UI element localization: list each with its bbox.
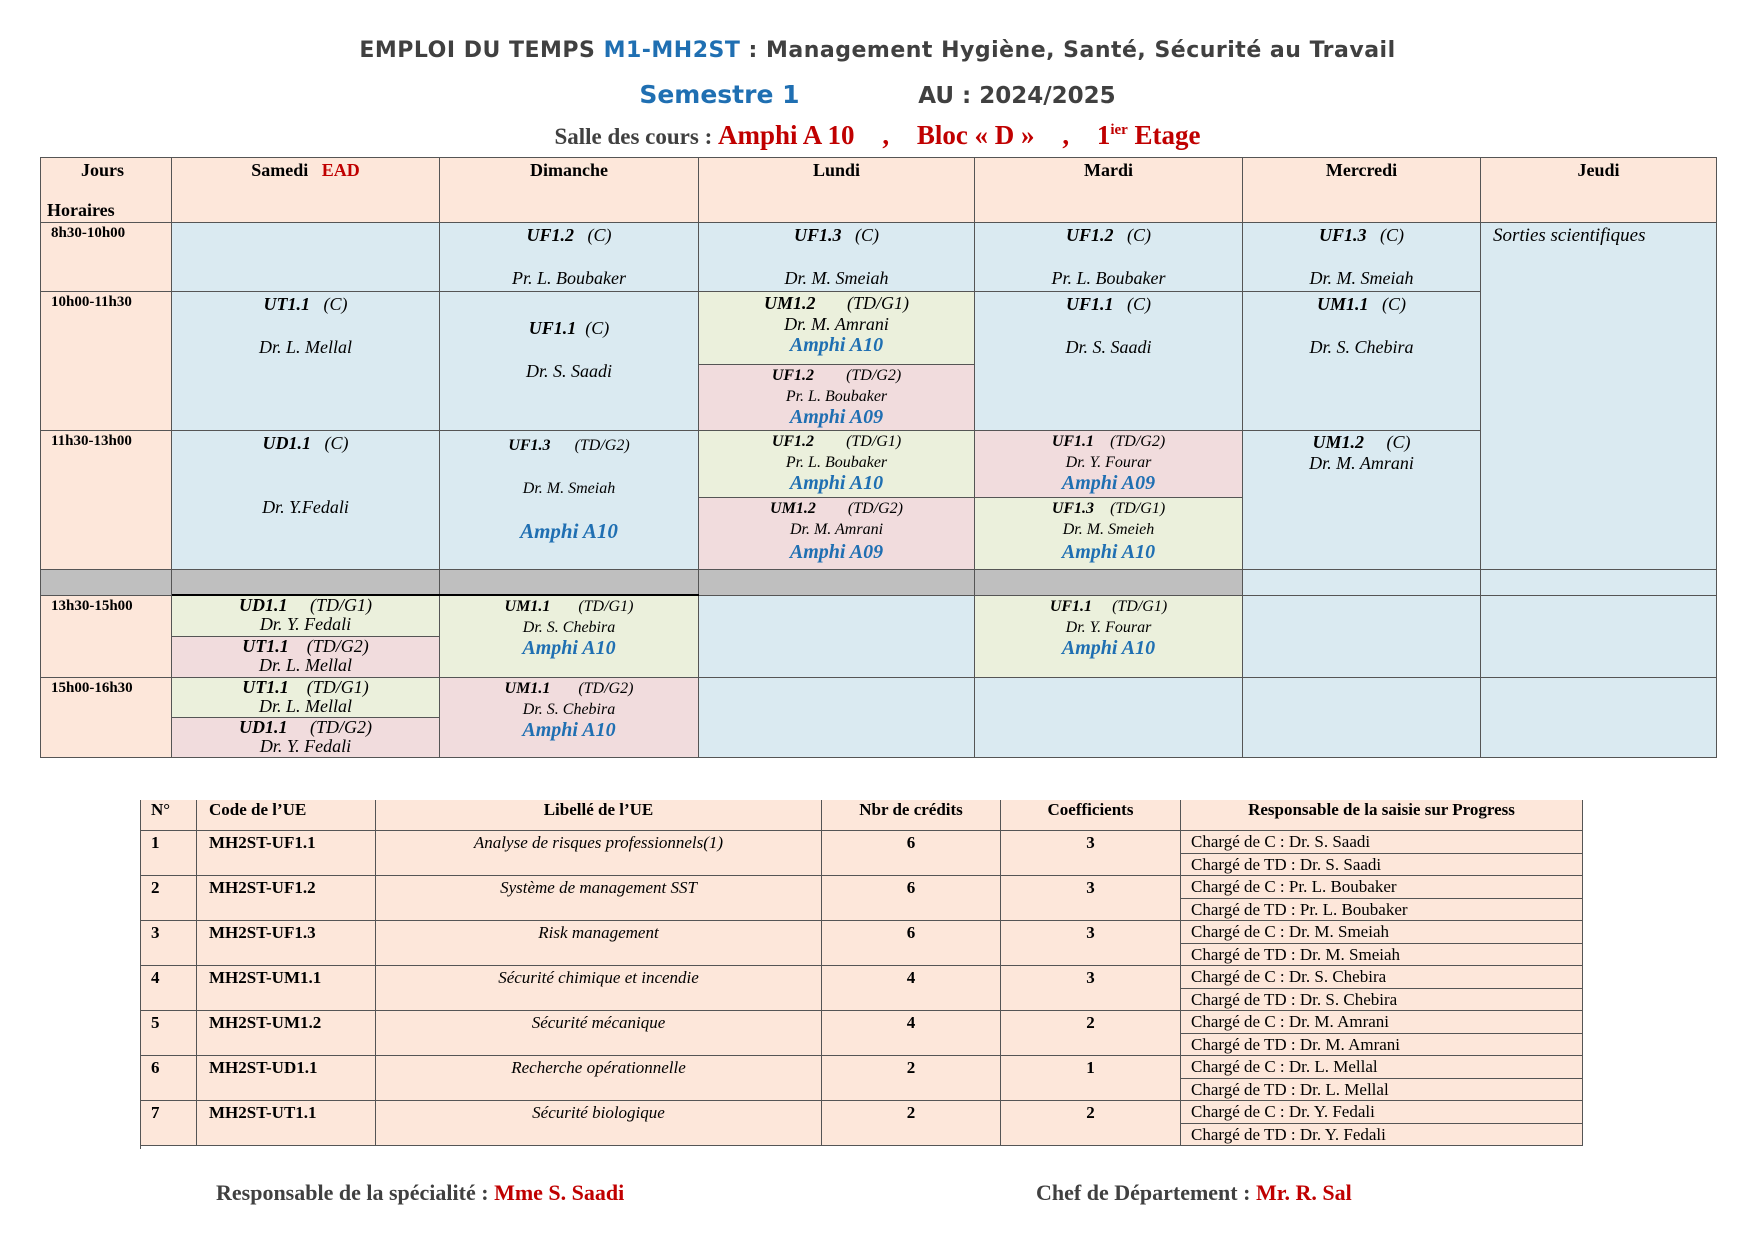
day-dimanche: Dimanche [440, 157, 699, 223]
ue-header-label: Libellé de l’UE [376, 800, 822, 831]
ue-row-code: MH2ST-UF1.3 [197, 921, 376, 966]
semester: Semestre 1 [639, 80, 800, 109]
floor-num: 1 [1096, 120, 1111, 150]
ue-row-resp-td: Chargé de TD : Dr. S. Saadi [1181, 854, 1583, 877]
corner-jours: Jours [81, 160, 125, 180]
ue-row-resp-c: Chargé de C : Dr. L. Mellal [1181, 1056, 1583, 1079]
ue-row-resp-td: Chargé de TD : Dr. S. Chebira [1181, 989, 1583, 1012]
s5-mercredi [1243, 678, 1481, 758]
room-sep2: , [1062, 120, 1070, 150]
ue-row-label: Sécurité mécanique [376, 1011, 822, 1056]
ue-row-coef: 3 [1001, 831, 1181, 876]
ue-row-label: Sécurité chimique et incendie [376, 966, 822, 1011]
s4-mardi: UF1.1 (TD/G1) Dr. Y. Fourar Amphi A10 [975, 596, 1243, 678]
s2-lundi-a: UM1.2 (TD/G1) Dr. M. Amrani Amphi A10 [699, 292, 975, 365]
ue-row-credits: 4 [822, 1011, 1001, 1056]
ue-row-resp-c: Chargé de C : Dr. S. Chebira [1181, 966, 1583, 989]
slot-2: 10h00-11h30 [40, 292, 172, 431]
ue-header-coef: Coefficients [1001, 800, 1181, 831]
day-mardi: Mardi [975, 157, 1243, 223]
break-dimanche [440, 570, 699, 596]
bloc: Bloc « D » [916, 120, 1035, 150]
ead-tag: EAD [321, 160, 360, 180]
s1-mardi: UF1.2 (C) Pr. L. Boubaker [975, 223, 1243, 292]
academic-year: AU : 2024/2025 [918, 83, 1116, 109]
s4-samedi-a: UD1.1 (TD/G1) Dr. Y. Fedali [172, 596, 440, 637]
s3-mercredi: UM1.2 (C) Dr. M. Amrani [1243, 431, 1481, 570]
ue-row-resp-td: Chargé de TD : Dr. Y. Fedali [1181, 1124, 1583, 1147]
s2-mardi: UF1.1 (C) Dr. S. Saadi [975, 292, 1243, 431]
ue-row-coef: 3 [1001, 876, 1181, 921]
break-samedi [172, 570, 440, 596]
footer-resp-name: Mme S. Saadi [494, 1180, 625, 1205]
room-sep1: , [882, 120, 890, 150]
break-row [40, 570, 172, 596]
s3-dimanche: UF1.3 (TD/G2) Dr. M. Smeiah Amphi A10 [440, 431, 699, 570]
corner-cell [40, 157, 172, 223]
ue-row-coef: 3 [1001, 921, 1181, 966]
ue-row-n: 2 [140, 876, 197, 921]
s5-mardi [975, 678, 1243, 758]
s2-dimanche: UF1.1 (C) Dr. S. Saadi [440, 292, 699, 431]
day-lundi: Lundi [699, 157, 975, 223]
s5-dimanche: UM1.1 (TD/G2) Dr. S. Chebira Amphi A10 [440, 678, 699, 758]
ue-header-n: N° [140, 800, 197, 831]
ue-row-label: Analyse de risques professionnels(1) [376, 831, 822, 876]
slot-4: 13h30-15h00 [40, 596, 172, 678]
page-title [0, 38, 1755, 63]
ue-row-credits: 6 [822, 831, 1001, 876]
floor-word: Etage [1127, 120, 1201, 150]
ue-row-credits: 2 [822, 1056, 1001, 1101]
ue-row-n: 5 [140, 1011, 197, 1056]
ue-row-resp-c: Chargé de C : Dr. M. Smeiah [1181, 921, 1583, 944]
floor [1097, 120, 1201, 150]
ue-row-resp-td: Chargé de TD : Pr. L. Boubaker [1181, 899, 1583, 922]
s5-samedi-a: UT1.1 (TD/G1) Dr. L. Mellal [172, 678, 440, 718]
room: Amphi A 10 [718, 120, 855, 150]
ue-row-coef: 3 [1001, 966, 1181, 1011]
s1-lundi: UF1.3 (C) Dr. M. Smeiah [699, 223, 975, 292]
ue-row-resp-c: Chargé de C : Dr. Y. Fedali [1181, 1101, 1583, 1124]
s3-lundi-a: UF1.2 (TD/G1) Pr. L. Boubaker Amphi A10 [699, 431, 975, 498]
s4-lundi [699, 596, 975, 678]
footer-chef-label: Chef de Département : [1036, 1180, 1251, 1205]
title-prefix: EMPLOI DU TEMPS [359, 38, 596, 63]
ue-row-code: MH2ST-UF1.1 [197, 831, 376, 876]
ue-row-label: Sécurité biologique [376, 1101, 822, 1146]
footer-resp [216, 1180, 624, 1206]
ue-row-credits: 2 [822, 1101, 1001, 1146]
footer-chef-name: Mr. R. Sal [1255, 1180, 1352, 1205]
s2-mercredi: UM1.1 (C) Dr. S. Chebira [1243, 292, 1481, 431]
ue-row-label: Système de management SST [376, 876, 822, 921]
ue-row-code: MH2ST-UT1.1 [197, 1101, 376, 1146]
ue-header-credits: Nbr de crédits [822, 800, 1001, 831]
ue-row-coef: 2 [1001, 1011, 1181, 1056]
ue-row-credits: 6 [822, 876, 1001, 921]
corner-horaires: Horaires [47, 200, 115, 220]
slot-1: 8h30-10h00 [40, 223, 172, 292]
ue-row-code: MH2ST-UF1.2 [197, 876, 376, 921]
ue-row-resp-td: Chargé de TD : Dr. L. Mellal [1181, 1079, 1583, 1102]
day-mercredi: Mercredi [1243, 157, 1481, 223]
s3-lundi-b: UM1.2 (TD/G2) Dr. M. Amrani Amphi A09 [699, 498, 975, 570]
ue-row-n: 4 [140, 966, 197, 1011]
ue-row-resp-c: Chargé de C : Pr. L. Boubaker [1181, 876, 1583, 899]
ue-row-coef: 2 [1001, 1101, 1181, 1146]
s3-mardi-a: UF1.1 (TD/G2) Dr. Y. Fourar Amphi A09 [975, 431, 1243, 498]
ue-row-code: MH2ST-UD1.1 [197, 1056, 376, 1101]
s2-samedi: UT1.1 (C) Dr. L. Mellal [172, 292, 440, 431]
ue-header-resp: Responsable de la saisie sur Progress [1181, 800, 1583, 831]
ue-row-label: Recherche opérationnelle [376, 1056, 822, 1101]
ue-row-resp-td: Chargé de TD : Dr. M. Amrani [1181, 1034, 1583, 1057]
break-mercredi [1243, 570, 1481, 596]
ue-header-code: Code de l’UE [197, 800, 376, 831]
break-lundi [699, 570, 975, 596]
s4-dimanche: UM1.1 (TD/G1) Dr. S. Chebira Amphi A10 [440, 596, 699, 678]
slot-5: 15h00-16h30 [40, 678, 172, 758]
s3-samedi: UD1.1 (C) Dr. Y.Fedali [172, 431, 440, 570]
room-line [0, 120, 1755, 151]
s5-samedi-b: UD1.1 (TD/G2) Dr. Y. Fedali [172, 718, 440, 758]
footer-chef [1036, 1180, 1352, 1206]
ue-row-code: MH2ST-UM1.2 [197, 1011, 376, 1056]
day-samedi: Samedi EAD [172, 157, 440, 223]
ue-row-n: 1 [140, 831, 197, 876]
semester-line [0, 80, 1755, 109]
title-code: M1-MH2ST [603, 38, 741, 63]
s5-lundi [699, 678, 975, 758]
ue-row-resp-c: Chargé de C : Dr. M. Amrani [1181, 1011, 1583, 1034]
ue-row-resp-td: Chargé de TD : Dr. M. Smeiah [1181, 944, 1583, 967]
ue-row-n: 6 [140, 1056, 197, 1101]
s4-samedi-b: UT1.1 (TD/G2) Dr. L. Mellal [172, 637, 440, 678]
room-label: Salle des cours : [554, 124, 713, 149]
s5-jeudi [1481, 678, 1717, 758]
ue-row-resp-c: Chargé de C : Dr. S. Saadi [1181, 831, 1583, 854]
ue-row-code: MH2ST-UM1.1 [197, 966, 376, 1011]
title-suffix: : Management Hygiène, Santé, Sécurité au Travail [740, 38, 1396, 63]
break-jeudi [1481, 570, 1717, 596]
jeudi-sorties: Sorties scientifiques [1481, 223, 1717, 570]
break-mardi [975, 570, 1243, 596]
ue-row-n: 3 [140, 921, 197, 966]
ue-row-credits: 6 [822, 921, 1001, 966]
s4-mercredi [1243, 596, 1481, 678]
ue-row-label: Risk management [376, 921, 822, 966]
ue-row-coef: 1 [1001, 1056, 1181, 1101]
s1-mercredi: UF1.3 (C) Dr. M. Smeiah [1243, 223, 1481, 292]
floor-sup: ier [1110, 122, 1128, 138]
s3-mardi-b: UF1.3 (TD/G1) Dr. M. Smeieh Amphi A10 [975, 498, 1243, 570]
slot-3: 11h30-13h00 [40, 431, 172, 570]
s4-jeudi [1481, 596, 1717, 678]
footer-resp-label: Responsable de la spécialité : [216, 1180, 489, 1205]
s2-lundi-b: UF1.2 (TD/G2) Pr. L. Boubaker Amphi A09 [699, 365, 975, 431]
s1-dimanche: UF1.2 (C) Pr. L. Boubaker [440, 223, 699, 292]
ue-row-n: 7 [140, 1101, 197, 1146]
day-jeudi: Jeudi [1481, 157, 1717, 223]
ue-row-credits: 4 [822, 966, 1001, 1011]
s1-samedi [172, 223, 440, 292]
